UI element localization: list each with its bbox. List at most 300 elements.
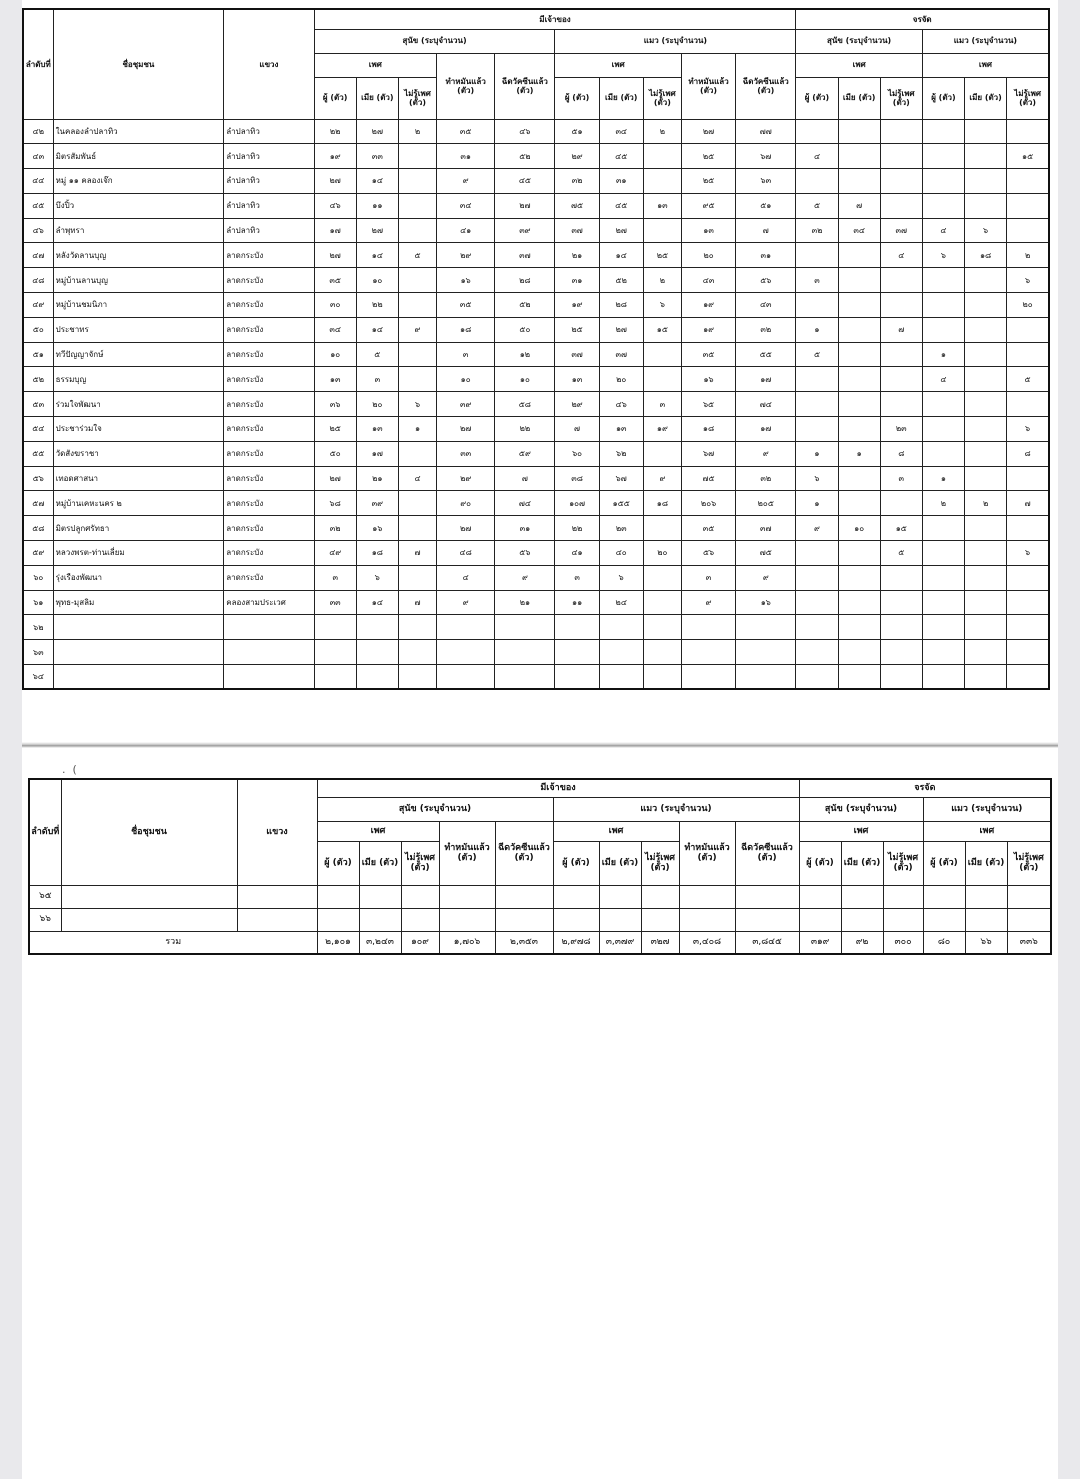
cell-value (965, 392, 1007, 417)
cell-value: ๒ (398, 119, 436, 144)
cell-value (641, 885, 679, 908)
header-owned: มีเจ้าของ (317, 779, 799, 797)
cell-value: ๓๔ (437, 193, 495, 218)
header-unknown: ไม่รู้เพศ (ตัว) (1007, 77, 1049, 119)
header-female: เมีย (ตัว) (838, 77, 880, 119)
cell-value (880, 392, 922, 417)
table-row (23, 615, 1049, 640)
cell-value: ๑๙ (314, 144, 356, 169)
cell-value (437, 640, 495, 665)
cell-value (796, 367, 838, 392)
cell-value: ๕ (880, 541, 922, 566)
cell-value: ๑๔ (356, 169, 398, 194)
cell-value (922, 317, 964, 342)
header-male: ผู้ (ตัว) (317, 841, 359, 885)
cell-value: ๑๙ (681, 293, 735, 318)
cell-value: ๑๑ (356, 193, 398, 218)
cell-value: ๕๒ (495, 293, 555, 318)
table-row (23, 516, 1049, 541)
cell-value: ๖ (796, 466, 838, 491)
cell-value: ๙ (398, 317, 436, 342)
cell-value: ๔๖ (314, 193, 356, 218)
cell-order: ๕๗ (23, 491, 53, 516)
cell-value: ๑๔ (356, 590, 398, 615)
cell-value (1007, 615, 1049, 640)
cell-value (880, 293, 922, 318)
cell-value: ๒๓ (880, 417, 922, 442)
cell-value (838, 665, 880, 690)
cell-value: ๓๖ (314, 392, 356, 417)
cell-value (965, 640, 1007, 665)
cell-district: ลำปลาทิว (224, 119, 314, 144)
cell-value: ๓๒ (736, 466, 796, 491)
cell-value: ๑ (922, 342, 964, 367)
cell-value (398, 565, 436, 590)
cell-value: ๑๘ (681, 417, 735, 442)
cell-value (643, 218, 681, 243)
cell-district: ลาดกระบัง (224, 367, 314, 392)
cell-value: ๖ (965, 218, 1007, 243)
cell-value (796, 615, 838, 640)
cell-order: ๖๒ (23, 615, 53, 640)
cell-value (735, 908, 799, 931)
header-stray-dog: สุนัข (ระบุจำนวน) (796, 29, 922, 53)
cell-value: ๖๐ (555, 441, 599, 466)
cell-value: ๒๐ (599, 367, 643, 392)
cell-value: ๓๑ (437, 144, 495, 169)
cell-order: ๖๔ (23, 665, 53, 690)
cell-value: ๑๕ (643, 317, 681, 342)
cell-community: หมู่บ้านเคหะนคร ๒ (53, 491, 224, 516)
cell-value: ๒๗ (599, 317, 643, 342)
cell-order: ๖๓ (23, 640, 53, 665)
cell-community: หมู่บ้านลานบุญ (53, 268, 224, 293)
header-female: เมีย (ตัว) (359, 841, 401, 885)
cell-value (679, 908, 735, 931)
cell-value (401, 885, 439, 908)
cell-value (922, 268, 964, 293)
cell-value (965, 516, 1007, 541)
cell-value: ๓๒ (555, 169, 599, 194)
cell-value: ๒๐ (356, 392, 398, 417)
cell-value (398, 491, 436, 516)
header-male: ผู้ (ตัว) (555, 77, 599, 119)
cell-value (1007, 665, 1049, 690)
cell-value: ๓ (643, 392, 681, 417)
cell-value (643, 441, 681, 466)
cell-value: ๒๔ (599, 590, 643, 615)
cell-order: ๔๖ (23, 218, 53, 243)
cell-value: ๕ (796, 342, 838, 367)
cell-district: ลาดกระบัง (224, 268, 314, 293)
cell-value: ๕ (356, 342, 398, 367)
cell-value: ๕๕ (736, 342, 796, 367)
cell-value (799, 885, 841, 908)
header-male: ผู้ (ตัว) (923, 841, 965, 885)
cell-value: ๓๗ (555, 342, 599, 367)
table-row (23, 541, 1049, 566)
cell-value: ๑๓ (599, 417, 643, 442)
cell-value (838, 590, 880, 615)
cell-value: ๓๕ (437, 119, 495, 144)
cell-value: ๒ (922, 491, 964, 516)
cell-value (398, 268, 436, 293)
cell-value (495, 665, 555, 690)
total-value: ๘๐ (923, 931, 965, 954)
cell-value (1007, 590, 1049, 615)
cell-district: ลาดกระบัง (224, 317, 314, 342)
cell-value (838, 615, 880, 640)
cell-community: หลังวัดลานบุญ (53, 243, 224, 268)
cell-value: ๑๐ (838, 516, 880, 541)
cell-value: ๗ (1007, 491, 1049, 516)
header-owned: มีเจ้าของ (314, 9, 796, 29)
cell-value: ๒๐ (1007, 293, 1049, 318)
cell-value: ๖๓ (736, 169, 796, 194)
cell-value: ๖๗ (736, 144, 796, 169)
cell-value (923, 885, 965, 908)
cell-value: ๖ (1007, 268, 1049, 293)
table-body (29, 885, 1051, 954)
cell-value: ๒๗ (314, 466, 356, 491)
cell-order: ๔๒ (23, 119, 53, 144)
cell-value (838, 541, 880, 566)
total-row (29, 931, 1051, 954)
header-sex: เพศ (796, 53, 922, 77)
cell-value: ๙ (437, 169, 495, 194)
cell-value (965, 144, 1007, 169)
cell-value: ๒๙ (555, 392, 599, 417)
cell-value (880, 193, 922, 218)
cell-value: ๙ (437, 590, 495, 615)
cell-value: ๓๙ (356, 491, 398, 516)
cell-value: ๔๖ (495, 119, 555, 144)
cell-value (838, 317, 880, 342)
cell-value (735, 885, 799, 908)
cell-value: ๗ (495, 466, 555, 491)
cell-value (922, 144, 964, 169)
cell-value (922, 665, 964, 690)
cell-value: ๒๕ (643, 243, 681, 268)
cell-value: ๓๒ (736, 317, 796, 342)
cell-district: ลาดกระบัง (224, 392, 314, 417)
cell-value (643, 565, 681, 590)
cell-value: ๑๐๗ (555, 491, 599, 516)
cell-value: ๑ (796, 491, 838, 516)
table-row (23, 243, 1049, 268)
cell-value (736, 615, 796, 640)
table-body (23, 119, 1049, 689)
cell-value: ๑๖ (437, 268, 495, 293)
cell-value (1007, 119, 1049, 144)
header-vaccinated: ฉีดวัคซีนแล้ว (ตัว) (736, 53, 796, 119)
cell-value: ๑๐ (495, 367, 555, 392)
cell-value (796, 119, 838, 144)
cell-value (965, 665, 1007, 690)
header-sex: เพศ (922, 53, 1049, 77)
cell-value (643, 590, 681, 615)
cell-value: ๑๓ (314, 367, 356, 392)
cell-value: ๖ (599, 565, 643, 590)
cell-order: ๕๐ (23, 317, 53, 342)
cell-value (1007, 193, 1049, 218)
cell-value (965, 169, 1007, 194)
table-row (23, 565, 1049, 590)
cell-order: ๕๙ (23, 541, 53, 566)
cell-value (398, 293, 436, 318)
header-male: ผู้ (ตัว) (922, 77, 964, 119)
cell-value (643, 665, 681, 690)
cell-value: ๔๕ (599, 193, 643, 218)
cell-value (495, 615, 555, 640)
cell-value: ๔๕ (599, 144, 643, 169)
cell-value: ๒๒ (356, 293, 398, 318)
cell-value (314, 665, 356, 690)
cell-value (922, 516, 964, 541)
cell-value: ๒๐ (681, 243, 735, 268)
cell-value: ๑๑ (555, 590, 599, 615)
cell-value (880, 119, 922, 144)
cell-value (439, 908, 495, 931)
cell-district (237, 908, 317, 931)
cell-value: ๗ (736, 218, 796, 243)
header-stray-cat: แมว (ระบุจำนวน) (922, 29, 1049, 53)
cell-value (880, 491, 922, 516)
total-value: ๓,๘๔๕ (735, 931, 799, 954)
cell-value (643, 342, 681, 367)
cell-value: ๖ (643, 293, 681, 318)
cell-order: ๖๑ (23, 590, 53, 615)
cell-value (643, 640, 681, 665)
cell-value (965, 293, 1007, 318)
cell-value (553, 908, 599, 931)
header-female: เมีย (ตัว) (965, 841, 1007, 885)
cell-value (965, 908, 1007, 931)
cell-value (965, 342, 1007, 367)
cell-value (681, 615, 735, 640)
cell-value: ๒๑ (356, 466, 398, 491)
cell-value (643, 144, 681, 169)
cell-community: เทอดศาสนา (53, 466, 224, 491)
cell-value (681, 665, 735, 690)
cell-value: ๒๗ (356, 119, 398, 144)
cell-value (838, 491, 880, 516)
cell-value: ๓๔ (599, 119, 643, 144)
cell-value (1007, 218, 1049, 243)
cell-value (1007, 565, 1049, 590)
cell-value (965, 417, 1007, 442)
cell-value (965, 193, 1007, 218)
header-owned-dog: สุนัข (ระบุจำนวน) (317, 797, 553, 821)
cell-value (356, 615, 398, 640)
cell-value: ๖๗ (599, 466, 643, 491)
cell-value (359, 908, 401, 931)
cell-value: ๗ (880, 317, 922, 342)
table-row (23, 392, 1049, 417)
cell-value: ๒๗ (599, 218, 643, 243)
cell-value: ๑๔ (356, 243, 398, 268)
cell-order: ๕๘ (23, 516, 53, 541)
cell-value (922, 441, 964, 466)
table-row (23, 441, 1049, 466)
cell-district: คลองสามประเวศ (224, 590, 314, 615)
header-stray-dog: สุนัข (ระบุจำนวน) (799, 797, 923, 821)
cell-value: ๑๘ (437, 317, 495, 342)
total-value: ๖๖ (965, 931, 1007, 954)
cell-value: ๙ (643, 466, 681, 491)
cell-value (965, 466, 1007, 491)
cell-value (398, 193, 436, 218)
cell-value (1007, 392, 1049, 417)
cell-value: ๒๙ (437, 243, 495, 268)
cell-value: ๒๒ (314, 119, 356, 144)
cell-value: ๒๕ (555, 317, 599, 342)
header-stray-cat: แมว (ระบุจำนวน) (923, 797, 1051, 821)
cell-value: ๒๗ (314, 243, 356, 268)
cell-value: ๑๙ (681, 317, 735, 342)
cell-value (838, 268, 880, 293)
header-unknown: ไม่รู้เพศ (ตัว) (641, 841, 679, 885)
cell-value (880, 615, 922, 640)
cell-order: ๕๒ (23, 367, 53, 392)
header-unknown: ไม่รู้เพศ (ตัว) (883, 841, 923, 885)
cell-value: ๖ (1007, 541, 1049, 566)
header-unknown: ไม่รู้เพศ (ตัว) (401, 841, 439, 885)
cell-value (398, 441, 436, 466)
cell-value (838, 367, 880, 392)
cell-value: ๕๖ (736, 268, 796, 293)
cell-value: ๖ (1007, 417, 1049, 442)
cell-value (880, 640, 922, 665)
cell-value: ๔๑ (437, 218, 495, 243)
cell-value (922, 541, 964, 566)
cell-community: ทวีปัญญาจักษ์ (53, 342, 224, 367)
cell-value: ๓๑ (495, 516, 555, 541)
cell-value (398, 640, 436, 665)
cell-value: ๓๘ (555, 466, 599, 491)
cell-value: ๒ (643, 119, 681, 144)
cell-community (61, 908, 237, 931)
cell-value: ๑๘ (356, 541, 398, 566)
cell-value (553, 885, 599, 908)
cell-value (922, 293, 964, 318)
cell-value (398, 342, 436, 367)
cell-value (356, 640, 398, 665)
cell-value (880, 169, 922, 194)
cell-value: ๑๔ (356, 317, 398, 342)
cell-value: ๓๔ (314, 317, 356, 342)
animal-survey-table-page1 (22, 8, 1050, 690)
cell-value (796, 541, 838, 566)
cell-value (796, 293, 838, 318)
cell-value (883, 908, 923, 931)
scan-mark: . ( (62, 763, 77, 776)
cell-value: ๕๒ (495, 144, 555, 169)
total-value: ๒,๙๗๘ (553, 931, 599, 954)
cell-value: ๑๖ (681, 367, 735, 392)
cell-district (224, 640, 314, 665)
cell-value: ๖ (356, 565, 398, 590)
total-value: ๓,๒๔๓ (359, 931, 401, 954)
cell-value (643, 516, 681, 541)
cell-value (641, 908, 679, 931)
cell-community: ประชาร่วมใจ (53, 417, 224, 442)
cell-value: ๑๓ (681, 218, 735, 243)
cell-value: ๔๑ (555, 541, 599, 566)
header-order: ลำดับที่ (23, 9, 53, 119)
cell-value: ๖ (922, 243, 964, 268)
cell-value: ๓๙ (495, 218, 555, 243)
cell-value: ๔ (437, 565, 495, 590)
cell-value (838, 342, 880, 367)
total-value: ๓,๔๐๘ (679, 931, 735, 954)
cell-value: ๑๖ (736, 590, 796, 615)
header-sex: เพศ (555, 53, 681, 77)
cell-value: ๙ (736, 565, 796, 590)
table-row (23, 317, 1049, 342)
cell-value: ๓ (796, 268, 838, 293)
cell-value (317, 885, 359, 908)
cell-value: ๑๙ (643, 417, 681, 442)
cell-value: ๑ (398, 417, 436, 442)
cell-district: ลำปลาทิว (224, 144, 314, 169)
cell-value: ๑๕ (880, 516, 922, 541)
cell-value: ๑๔ (599, 243, 643, 268)
cell-value (796, 640, 838, 665)
header-order: ลำดับที่ (29, 779, 61, 885)
cell-value (965, 317, 1007, 342)
cell-value: ๓๓ (356, 144, 398, 169)
header-unknown: ไม่รู้เพศ (ตัว) (1007, 841, 1051, 885)
cell-community: ธรรมบุญ (53, 367, 224, 392)
cell-value: ๑๗ (736, 367, 796, 392)
total-value: ๓๐๐ (883, 931, 923, 954)
cell-value (838, 293, 880, 318)
cell-value: ๕๖ (681, 541, 735, 566)
cell-value: ๖๒ (599, 441, 643, 466)
cell-value: ๕ (1007, 367, 1049, 392)
cell-value (841, 908, 883, 931)
table-row (29, 885, 1051, 908)
cell-value: ๙๕ (681, 193, 735, 218)
cell-value (880, 590, 922, 615)
header-female: เมีย (ตัว) (356, 77, 398, 119)
cell-value: ๒๗ (437, 417, 495, 442)
cell-value (965, 441, 1007, 466)
header-female: เมีย (ตัว) (599, 841, 641, 885)
cell-value (796, 169, 838, 194)
cell-order: ๕๖ (23, 466, 53, 491)
cell-value: ๓๒ (796, 218, 838, 243)
table-row (23, 665, 1049, 690)
table-header (23, 9, 1049, 119)
cell-value: ๙ (495, 565, 555, 590)
cell-value: ๒๐๕ (736, 491, 796, 516)
table-row (23, 268, 1049, 293)
cell-value: ๒๑ (555, 243, 599, 268)
cell-community: ลำพุทรา (53, 218, 224, 243)
cell-value (681, 640, 735, 665)
cell-value (880, 342, 922, 367)
cell-value: ๒๒ (555, 516, 599, 541)
cell-value (1007, 317, 1049, 342)
cell-value: ๒๗ (356, 218, 398, 243)
cell-value (922, 590, 964, 615)
cell-value (922, 640, 964, 665)
cell-value: ๔๓ (736, 293, 796, 318)
cell-value: ๖๘ (314, 491, 356, 516)
cell-value (1007, 516, 1049, 541)
